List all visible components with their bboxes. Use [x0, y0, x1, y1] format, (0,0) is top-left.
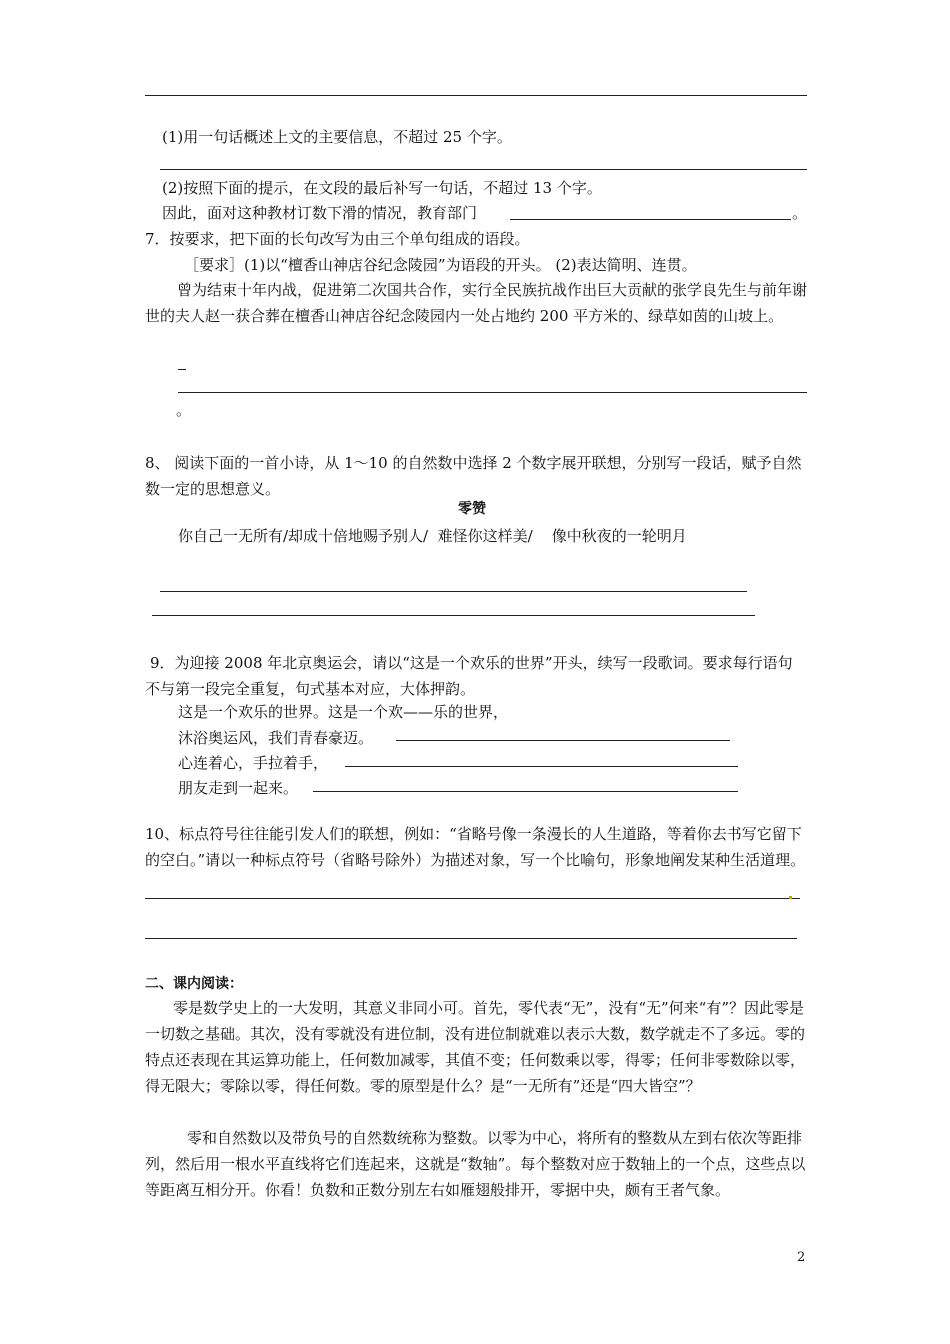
q6-hint-prefix: 因此，面对这种教材订数下滑的情况，教育部门	[162, 204, 478, 222]
q9-answer-line-4[interactable]	[313, 791, 738, 792]
section2-paragraph-2: 零和自然数以及带负号的自然数统称为整数。以零为中心，将所有的整数从左到右依次等距排列，然后用一根水平直线将它们连起来，这就是“数轴”。每个整数对应于数轴上的一个点，这些点以等距离互相分开。你看！负数和正数分别左右如雁翅般排开，零据中央，颇有王者气象。	[145, 1129, 806, 1199]
q7-short-mark	[178, 369, 186, 370]
q7-answer-line[interactable]	[178, 392, 807, 393]
q9-line-4: 朋友走到一起来。	[178, 779, 299, 797]
q6-answer-line-1[interactable]	[160, 169, 807, 170]
page-number: 2	[797, 1250, 806, 1265]
top-rule	[145, 95, 807, 96]
q8-title: 8、 阅读下面的一首小诗，从 1～10 的自然数中选择 2 个数字展开联想，分别写一段话，赋予自然数一定的思想意义。	[145, 454, 802, 498]
q7-requirement: ［要求］(1)以“檀香山神店谷纪念陵园”为语段的开头。 (2)表达简明、连贯。	[184, 256, 697, 274]
q9-line-3: 心连着心，手拉着手，	[178, 754, 329, 772]
q7-sentence: 曾为结束十年内战，促进第二次国共合作，实行全民族抗战作出巨大贡献的张学良先生与前年谢世的夫人赵一获合葬在檀香山神店谷纪念陵园内一处占地约 200 平方米的、绿草如茵的山坡上。	[145, 281, 808, 325]
q10-answer-line-2[interactable]	[145, 938, 797, 939]
q9-line-2: 沐浴奥运风，我们青春豪迈。	[178, 729, 374, 747]
q8-answer-line-1[interactable]	[160, 591, 747, 592]
q6-answer-line-2[interactable]	[510, 219, 791, 220]
q9-answer-line-3[interactable]	[345, 766, 738, 767]
q10-answer-line-1[interactable]	[145, 898, 800, 899]
q9-line-1: 这是一个欢乐的世界。这是一个欢——乐的世界，	[178, 703, 509, 721]
q10-marker-dot	[789, 896, 792, 899]
q6-sub2: (2)按照下面的提示，在文段的最后补写一句话，不超过 13 个字。	[162, 179, 602, 197]
q9-answer-line-2[interactable]	[396, 740, 730, 741]
section2-paragraph-1: 零是数学史上的一大发明，其意义非同小可。首先，零代表“无”，没有“无”何来“有”？因此零是一切数之基础。其次，没有零就没有进位制，没有进位制就难以表示大数，数学就走不了多远。零的特点还表现在其运算功能上，任何数加减零，其值不变；任何数乘以零，得零；任何非零数除以零，得无限大；零除以零，得任何数。零的原型是什么？是“一无所有”还是“四大皆空”？	[145, 999, 806, 1095]
q10-title: 10、标点符号往往能引发人们的联想，例如：“省略号像一条漫长的人生道路，等着你去书写它留下的空白。”请以一种标点符号（省略号除外）为描述对象，写一个比喻句，形象地阐发某种生活道理。	[145, 825, 806, 869]
section2-heading: 二、课内阅读：	[145, 976, 243, 992]
q8-poem-title: 零赞	[458, 501, 486, 517]
q7-title: 7．按要求，把下面的长句改写为由三个单句组成的语段。	[145, 230, 530, 248]
q6-sub1: (1)用一句话概述上文的主要信息，不超过 25 个字。	[162, 128, 512, 146]
q8-answer-line-2[interactable]	[152, 615, 755, 616]
q9-title: 9．为迎接 2008 年北京奥运会，请以“这是一个欢乐的世界”开头，续写一段歌词。要求每行语句不与第一段完全重复，句式基本对应，大体押韵。	[145, 654, 793, 698]
q7-end-mark: 。	[176, 401, 192, 419]
q8-poem: 你自己一无所有/却成十倍地赐予别人/ 难怪你这样美/ 像中秋夜的一轮明月	[178, 527, 687, 545]
q6-hint-suffix: 。	[792, 204, 808, 222]
